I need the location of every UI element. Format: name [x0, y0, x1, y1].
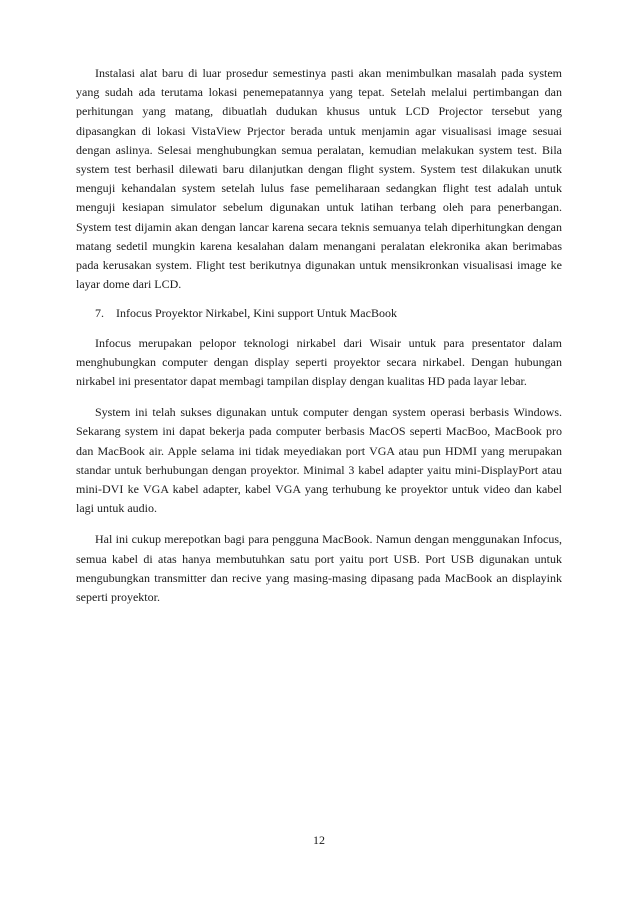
paragraph-spacer	[76, 391, 562, 403]
paragraph-spacer	[76, 294, 562, 304]
body-paragraph: Instalasi alat baru di luar prosedur semestinya pasti akan menimbulkan masalah pada system yang sudah ada terutama lokasi penemepatannya yang tepat. Setelah melalui pertimbangan dan perhitungan yang matang, dibuatlah dudukan khusus untuk LCD Projector tersebut yang dipasangkan di lokasi VistaView Prjector berada untuk menjamin agar visualisasi image sesuai dengan aslinya. Selesai menghubungkan semua peralatan, kemudian melakukan system test. Bila system test berhasil dilewati baru dilanjutkan dengan flight system. System test dilakukan unutk menguji kehandalan system setelah lulus fase pemeliharaan sedangkan flight test adalah untuk menguji kesiapan simulator sebelum digunakan untuk latihan terbang oleh para penerbangan. System test dijamin akan dengan lancar karena secara teknis semuanya telah diperhitungkan dengan matang sedetil mungkin karena kesalahan dalam menangani peralatan elekronika akan berimabas pada kerusakan system. Flight test berikutnya digunakan untuk mensikronkan visualisasi image ke layar dome dari LCD.	[76, 66, 562, 292]
body-paragraph: Hal ini cukup merepotkan bagi para pengguna MacBook. Namun dengan menggunakan Infocus, semua kabel di atas hanya membutuhkan satu port yaitu port USB. Port USB digunakan untuk mengubungkan transmitter dan recive yang masing-masing dipasang pada MacBook an displayink seperti proyektor.	[76, 532, 562, 605]
paragraph-spacer	[76, 324, 562, 334]
list-item-text: Infocus Proyektor Nirkabel, Kini support Untuk MacBook	[116, 306, 397, 321]
document-page	[76, 64, 562, 884]
list-item-number: 7.	[95, 306, 104, 321]
body-paragraph: System ini telah sukses digunakan untuk computer dengan system operasi berbasis Windows. Sekarang system ini dapat bekerja pada computer berbasis MacOS seperti MacBoo, MacBook pro dan MacBook air. Apple selama ini tidak meyediakan port VGA atau pun HDMI yang merupakan standar untuk berhubungan dengan proyektor. Minimal 3 kabel adapter yaitu mini-DisplayPort atau mini-DVI ke VGA kabel adapter, kabel VGA yang terhubung ke proyektor untuk video dan kabel lagi untuk audio.	[76, 405, 562, 516]
body-paragraph: Infocus merupakan pelopor teknologi nirkabel dari Wisair untuk para presentator dalam menghubungkan computer dengan display seperti proyektor secara nirkabel. Dengan hubungan nirkabel ini presentator dapat membagi tampilan display dengan kualitas HD pada layar lebar.	[76, 335, 562, 389]
numbered-list-item	[76, 304, 562, 323]
paragraph-spacer	[76, 518, 562, 530]
page-number: 12	[313, 833, 325, 847]
